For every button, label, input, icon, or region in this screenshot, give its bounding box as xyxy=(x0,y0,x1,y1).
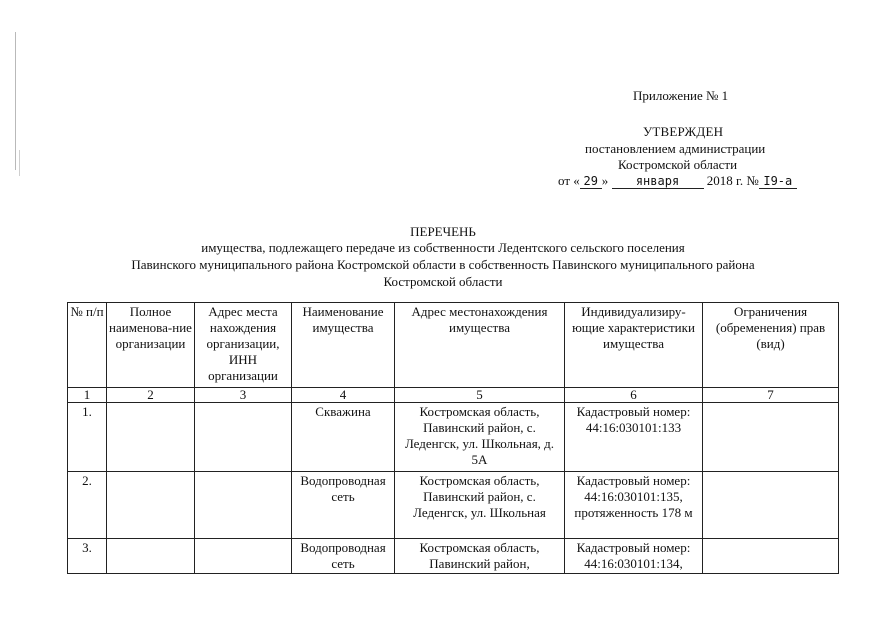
property-name-cell: Водопроводная сеть xyxy=(292,472,395,539)
org-address-cell xyxy=(195,539,292,574)
row-number: 1. xyxy=(68,403,107,472)
approved-heading: УТВЕРЖДЕН xyxy=(643,124,724,139)
header-cell: Индивидуализиру-ющие характеристики имущества xyxy=(565,303,703,388)
date-prefix: от « xyxy=(558,173,580,188)
decree-date-line xyxy=(558,173,797,189)
restrictions-cell xyxy=(703,472,839,539)
column-number: 6 xyxy=(565,388,703,403)
header-cell: Адрес местонахождения имущества xyxy=(395,303,565,388)
table-row xyxy=(68,472,839,539)
header-cell: Полное наименова-ние организации xyxy=(107,303,195,388)
table-row xyxy=(68,403,839,472)
property-name-cell: Водопроводная сеть xyxy=(292,539,395,574)
property-address-cell: Костромская область, Павинский район, xyxy=(395,539,565,574)
property-address-cell: Костромская область, Павинский район, с. Леденгск, ул. Школьная, д. 5А xyxy=(395,403,565,472)
document-subtitle-line: Костромской области xyxy=(383,274,503,289)
appendix-label: Приложение № 1 xyxy=(633,88,729,103)
document-subtitle-line: имущества, подлежащего передаче из собственности Ледентского сельского поселения xyxy=(201,240,685,255)
date-month: января xyxy=(612,174,704,189)
column-number: 3 xyxy=(195,388,292,403)
approved-by-text: постановлением администрации xyxy=(585,141,766,156)
org-name-cell xyxy=(107,539,195,574)
row-number: 3. xyxy=(68,539,107,574)
decree-number: I9-а xyxy=(759,174,797,189)
table-header-row xyxy=(68,303,839,388)
header-cell: Адрес места нахождения организации, ИНН организации xyxy=(195,303,292,388)
document-subtitle-line: Павинского муниципального района Костромской области в собственность Павинского муниципального района xyxy=(131,257,755,272)
restrictions-cell xyxy=(703,539,839,574)
org-address-cell xyxy=(195,472,292,539)
property-table xyxy=(67,302,839,574)
column-number: 2 xyxy=(107,388,195,403)
column-number: 7 xyxy=(703,388,839,403)
header-cell: Ограничения (обременения) прав (вид) xyxy=(703,303,839,388)
date-year: 2018 г. № xyxy=(706,173,759,188)
column-number: 1 xyxy=(68,388,107,403)
property-characteristics-cell: Кадастровый номер: 44:16:030101:135, протяженность 178 м xyxy=(565,472,703,539)
column-number: 5 xyxy=(395,388,565,403)
property-characteristics-cell: Кадастровый номер: 44:16:030101:133 xyxy=(565,403,703,472)
property-name-cell: Скважина xyxy=(292,403,395,472)
property-characteristics-cell: Кадастровый номер: 44:16:030101:134, xyxy=(565,539,703,574)
margin-line xyxy=(15,32,16,170)
column-number-row xyxy=(68,388,839,403)
org-address-cell xyxy=(195,403,292,472)
date-day: 29 xyxy=(580,174,602,189)
margin-line xyxy=(19,150,20,176)
date-mid: » xyxy=(601,173,609,188)
org-name-cell xyxy=(107,403,195,472)
column-number: 4 xyxy=(292,388,395,403)
table-row xyxy=(68,539,839,574)
document-title: ПЕРЕЧЕНЬ xyxy=(410,224,476,239)
restrictions-cell xyxy=(703,403,839,472)
property-address-cell: Костромская область, Павинский район, с. Леденгск, ул. Школьная xyxy=(395,472,565,539)
region-text: Костромской области xyxy=(618,157,738,172)
header-cell: Наименование имущества xyxy=(292,303,395,388)
row-number: 2. xyxy=(68,472,107,539)
header-cell: № п/п xyxy=(68,303,107,388)
org-name-cell xyxy=(107,472,195,539)
